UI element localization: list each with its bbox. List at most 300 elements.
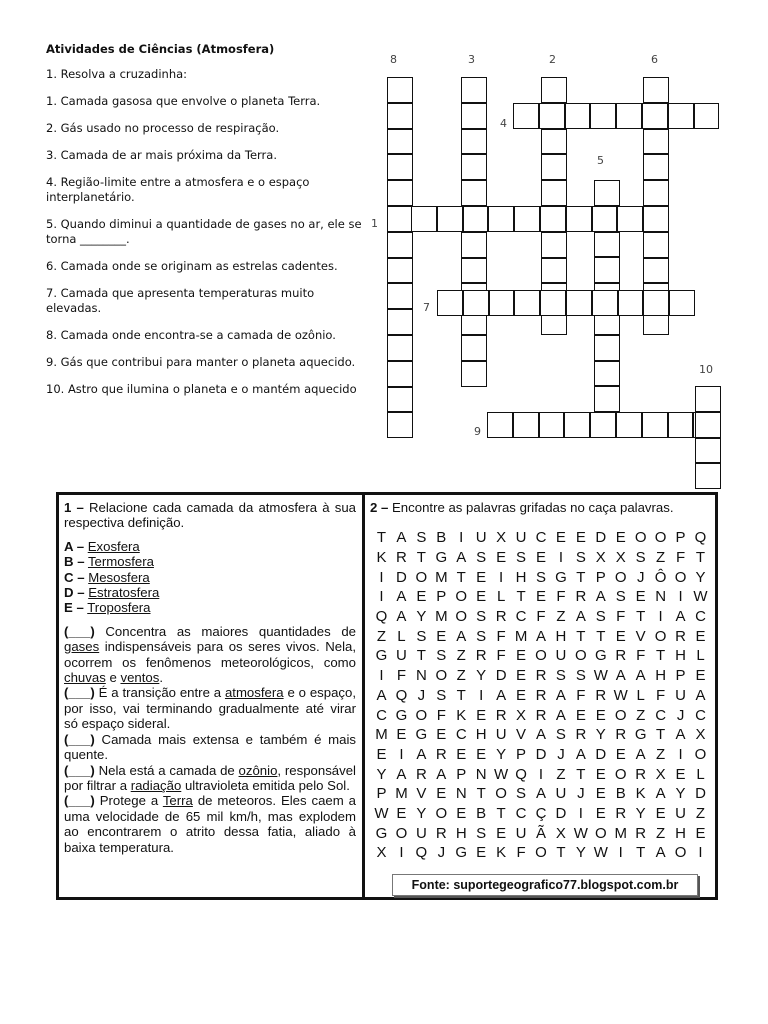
word-search-letter[interactable]: Z xyxy=(556,765,566,783)
crossword-cell-1[interactable] xyxy=(643,206,669,232)
word-search-letter[interactable]: T xyxy=(576,765,586,783)
word-search-letter[interactable]: Y xyxy=(476,667,487,685)
word-search-letter[interactable]: A xyxy=(396,529,407,547)
word-search-letter[interactable]: T xyxy=(416,549,426,567)
crossword-cell-1[interactable] xyxy=(566,206,592,232)
word-search-letter[interactable]: S xyxy=(555,667,566,685)
word-search-letter[interactable]: A xyxy=(436,765,447,783)
word-search-letter[interactable]: E xyxy=(396,804,407,822)
crossword-cell-5[interactable] xyxy=(594,361,620,387)
word-search-letter[interactable]: N xyxy=(415,667,427,685)
word-search-letter[interactable]: G xyxy=(415,726,428,744)
word-search-letter[interactable]: I xyxy=(379,568,384,586)
word-search-letter[interactable]: X xyxy=(555,824,566,842)
word-search-letter[interactable]: V xyxy=(516,726,527,744)
word-search-letter[interactable]: J xyxy=(417,686,426,704)
answer-blank[interactable]: (___) xyxy=(64,685,95,701)
word-search-letter[interactable]: X xyxy=(615,549,626,567)
word-search-letter[interactable]: S xyxy=(615,588,626,606)
word-search-letter[interactable]: R xyxy=(495,608,507,626)
word-search-letter[interactable]: W xyxy=(593,844,608,862)
crossword-cell-7[interactable] xyxy=(463,290,489,316)
word-search-letter[interactable]: F xyxy=(675,549,686,567)
crossword-cell-2[interactable] xyxy=(541,232,567,258)
word-search-letter[interactable]: I xyxy=(499,568,504,586)
crossword-cell-8[interactable] xyxy=(387,77,413,103)
word-search-letter[interactable]: S xyxy=(416,529,427,547)
word-search-letter[interactable]: A xyxy=(635,667,646,685)
word-search-letter[interactable]: U xyxy=(515,824,527,842)
word-search-letter[interactable]: F xyxy=(396,667,407,685)
crossword-cell-1[interactable] xyxy=(617,206,643,232)
crossword-cell-2[interactable] xyxy=(541,154,567,180)
word-search-letter[interactable]: O xyxy=(455,588,468,606)
word-search-letter[interactable]: O xyxy=(674,568,687,586)
word-search-letter[interactable]: Q xyxy=(694,529,707,547)
word-search-letter[interactable]: S xyxy=(555,726,566,744)
crossword-cell-8[interactable] xyxy=(387,129,413,155)
word-search-letter[interactable]: U xyxy=(675,804,686,822)
word-search-letter[interactable]: Z xyxy=(656,549,666,567)
word-search-letter[interactable]: W xyxy=(613,686,628,704)
word-search-letter[interactable]: X xyxy=(496,529,507,547)
word-search-letter[interactable]: O xyxy=(614,706,627,724)
word-search-letter[interactable]: U xyxy=(555,647,567,665)
crossword-cell-3[interactable] xyxy=(461,361,487,387)
crossword-cell-6[interactable] xyxy=(643,77,669,103)
word-search-letter[interactable]: A xyxy=(575,608,586,626)
crossword-cell-4[interactable] xyxy=(565,103,591,129)
word-search-letter[interactable]: T xyxy=(695,549,706,567)
word-search-letter[interactable]: O xyxy=(395,824,408,842)
word-search-letter[interactable]: J xyxy=(577,785,585,803)
word-search-letter[interactable]: U xyxy=(495,726,507,744)
word-search-letter[interactable]: E xyxy=(516,647,527,665)
word-search-letter[interactable]: I xyxy=(658,608,663,626)
word-search-letter[interactable]: M xyxy=(614,824,627,842)
crossword-cell-4[interactable] xyxy=(539,103,565,129)
word-search-letter[interactable]: T xyxy=(416,647,426,665)
word-search-letter[interactable]: W xyxy=(693,588,708,606)
word-search-letter[interactable]: D xyxy=(595,529,607,547)
word-search-letter[interactable]: C xyxy=(535,529,547,547)
crossword-cell-6[interactable] xyxy=(643,180,669,206)
word-search-letter[interactable]: M xyxy=(395,785,408,803)
word-search-letter[interactable]: P xyxy=(595,568,606,586)
crossword-cell-2[interactable] xyxy=(541,77,567,103)
word-search-letter[interactable]: E xyxy=(476,844,487,862)
word-search-letter[interactable]: A xyxy=(615,667,626,685)
word-search-letter[interactable]: Z xyxy=(636,706,646,724)
word-search-letter[interactable]: N xyxy=(455,785,467,803)
word-search-letter[interactable]: H xyxy=(455,824,467,842)
crossword-cell-5[interactable] xyxy=(594,335,620,361)
word-search-letter[interactable]: Q xyxy=(415,844,428,862)
word-search-letter[interactable]: O xyxy=(435,804,448,822)
word-search-letter[interactable]: P xyxy=(456,765,467,783)
word-search-letter[interactable]: G xyxy=(375,647,388,665)
word-search-letter[interactable]: C xyxy=(515,804,527,822)
word-search-letter[interactable]: G xyxy=(634,726,647,744)
word-search-letter[interactable]: D xyxy=(495,667,507,685)
word-search-letter[interactable]: T xyxy=(476,785,486,803)
word-search-letter[interactable]: S xyxy=(635,549,646,567)
word-search-letter[interactable]: I xyxy=(618,844,623,862)
word-search-letter[interactable]: R xyxy=(615,726,627,744)
word-search-letter[interactable]: I xyxy=(379,667,384,685)
word-search-letter[interactable]: R xyxy=(435,745,447,763)
word-search-letter[interactable]: F xyxy=(536,608,546,626)
word-search-letter[interactable]: E xyxy=(535,549,546,567)
word-search-letter[interactable]: E xyxy=(555,529,566,547)
word-search-letter[interactable]: Y xyxy=(595,726,606,744)
word-search-letter[interactable]: I xyxy=(678,588,683,606)
word-search-letter[interactable]: B xyxy=(436,529,447,547)
word-search-letter[interactable]: Z xyxy=(695,804,706,822)
crossword-cell-9[interactable] xyxy=(642,412,668,438)
crossword-cell-9[interactable] xyxy=(590,412,616,438)
word-search-letter[interactable]: T xyxy=(596,627,606,645)
word-search-letter[interactable]: S xyxy=(436,686,447,704)
word-search-letter[interactable]: E xyxy=(476,706,487,724)
word-search-letter[interactable]: E xyxy=(456,745,467,763)
word-search-letter[interactable]: O xyxy=(415,706,428,724)
answer-blank[interactable]: (___) xyxy=(64,623,95,639)
word-search-letter[interactable]: M xyxy=(514,627,528,645)
word-search-letter[interactable]: A xyxy=(456,627,467,645)
crossword-cell-5[interactable] xyxy=(594,232,620,258)
crossword-cell-6[interactable] xyxy=(643,129,669,155)
word-search-letter[interactable]: E xyxy=(376,745,387,763)
word-search-letter[interactable]: B xyxy=(615,785,626,803)
word-search-letter[interactable]: M xyxy=(435,608,448,626)
word-search-letter[interactable]: O xyxy=(415,568,428,586)
word-search-letter[interactable]: W xyxy=(494,765,509,783)
word-search-letter[interactable]: S xyxy=(476,608,487,626)
word-search-letter[interactable]: F xyxy=(656,686,666,704)
word-search-letter[interactable]: J xyxy=(636,568,645,586)
word-search-letter[interactable]: K xyxy=(456,706,467,724)
word-search-letter[interactable]: Y xyxy=(416,804,427,822)
word-search-letter[interactable]: O xyxy=(535,647,547,665)
word-search-letter[interactable]: K xyxy=(496,844,507,862)
word-search-letter[interactable]: P xyxy=(516,745,527,763)
crossword-cell-9[interactable] xyxy=(564,412,590,438)
word-search-letter[interactable]: A xyxy=(535,785,546,803)
word-search-letter[interactable]: H xyxy=(675,647,686,665)
word-search-letter[interactable]: I xyxy=(678,745,683,763)
word-search-letter[interactable]: X xyxy=(516,706,527,724)
word-search-letter[interactable]: D xyxy=(535,745,547,763)
word-search-letter[interactable]: H xyxy=(515,568,527,586)
word-search-letter[interactable]: I xyxy=(558,549,564,567)
word-search-letter[interactable]: E xyxy=(615,529,626,547)
word-search-letter[interactable]: C xyxy=(455,726,467,744)
word-search-letter[interactable]: E xyxy=(595,785,606,803)
word-search-letter[interactable]: A xyxy=(396,765,407,783)
word-search-letter[interactable]: G xyxy=(435,549,448,567)
crossword-cell-2[interactable] xyxy=(541,180,567,206)
word-search-letter[interactable]: A xyxy=(555,686,566,704)
word-search-letter[interactable]: S xyxy=(436,647,447,665)
word-search-letter[interactable]: T xyxy=(516,588,526,606)
word-search-letter[interactable]: A xyxy=(555,706,566,724)
word-search-letter[interactable]: I xyxy=(578,804,583,822)
word-search-letter[interactable]: E xyxy=(496,549,507,567)
word-search-letter[interactable]: L xyxy=(397,627,406,645)
word-search-letter[interactable]: C xyxy=(376,706,387,724)
word-search-letter[interactable]: F xyxy=(436,706,446,724)
word-search-letter[interactable]: E xyxy=(476,588,487,606)
word-search-letter[interactable]: A xyxy=(396,608,407,626)
word-search-letter[interactable]: T xyxy=(456,568,466,586)
word-search-letter[interactable]: D xyxy=(595,745,607,763)
word-search-letter[interactable]: H xyxy=(555,627,567,645)
word-search-letter[interactable]: O xyxy=(654,529,667,547)
word-search-letter[interactable]: X xyxy=(595,549,606,567)
crossword-cell-10[interactable] xyxy=(695,386,721,412)
word-search-letter[interactable]: F xyxy=(616,608,626,626)
crossword-cell-6[interactable] xyxy=(643,154,669,180)
crossword-cell-7[interactable] xyxy=(618,290,644,316)
word-search-letter[interactable]: D xyxy=(555,804,567,822)
word-search-letter[interactable]: T xyxy=(376,529,387,547)
word-search-letter[interactable]: D xyxy=(396,568,407,586)
word-search-letter[interactable]: N xyxy=(655,588,667,606)
word-search-letter[interactable]: A xyxy=(575,745,586,763)
crossword-cell-8[interactable] xyxy=(387,103,413,129)
word-search-letter[interactable]: B xyxy=(476,804,487,822)
word-search-letter[interactable]: P xyxy=(436,588,447,606)
word-search-letter[interactable]: G xyxy=(395,706,408,724)
crossword-cell-1[interactable] xyxy=(488,206,514,232)
word-search-letter[interactable]: O xyxy=(654,627,667,645)
crossword-cell-4[interactable] xyxy=(590,103,616,129)
word-search-letter[interactable]: T xyxy=(636,844,646,862)
word-search-letter[interactable]: O xyxy=(435,667,448,685)
crossword-cell-8[interactable] xyxy=(387,335,413,361)
word-search-letter[interactable]: W xyxy=(573,824,588,842)
word-search-letter[interactable]: E xyxy=(575,706,586,724)
word-search-letter[interactable]: E xyxy=(695,627,706,645)
word-search-letter[interactable]: J xyxy=(557,745,565,763)
word-search-letter[interactable]: T xyxy=(656,726,666,744)
word-search-letter[interactable]: P xyxy=(376,785,387,803)
word-search-letter[interactable]: Z xyxy=(656,745,666,763)
word-search-letter[interactable]: Z xyxy=(656,824,666,842)
word-search-letter[interactable]: E xyxy=(595,706,606,724)
word-search-letter[interactable]: E xyxy=(516,667,527,685)
word-search-letter[interactable]: Z xyxy=(556,608,566,626)
crossword-cell-8[interactable] xyxy=(387,309,413,335)
word-search-letter[interactable]: E xyxy=(595,804,606,822)
word-search-letter[interactable]: Ã xyxy=(535,824,546,842)
word-search-letter[interactable]: Q xyxy=(375,608,388,626)
word-search-letter[interactable]: A xyxy=(675,726,686,744)
word-search-letter[interactable]: R xyxy=(535,667,547,685)
word-search-letter[interactable]: U xyxy=(675,686,686,704)
word-search-letter[interactable]: O xyxy=(455,608,468,626)
word-search-letter[interactable]: R xyxy=(595,686,607,704)
word-search-letter[interactable]: F xyxy=(496,627,506,645)
word-search-letter[interactable]: S xyxy=(416,627,427,645)
crossword-cell-8[interactable] xyxy=(387,154,413,180)
word-search-letter[interactable]: I xyxy=(399,745,404,763)
word-search-letter[interactable]: Z xyxy=(376,627,387,645)
word-search-letter[interactable]: E xyxy=(695,824,706,842)
word-search-letter[interactable]: E xyxy=(436,726,447,744)
word-search-letter[interactable]: P xyxy=(675,529,686,547)
word-search-letter[interactable]: U xyxy=(475,529,487,547)
crossword-cell-2[interactable] xyxy=(541,258,567,284)
word-search-letter[interactable]: R xyxy=(575,726,587,744)
word-search-letter[interactable]: A xyxy=(695,686,706,704)
crossword-cell-5[interactable] xyxy=(594,180,620,206)
word-search-letter[interactable]: W xyxy=(593,667,608,685)
word-search-letter[interactable]: O xyxy=(614,568,627,586)
word-search-letter[interactable]: S xyxy=(575,667,586,685)
crossword-cell-1[interactable] xyxy=(463,206,489,232)
crossword-cell-7[interactable] xyxy=(514,290,540,316)
crossword-cell-8[interactable] xyxy=(387,361,413,387)
word-search-letter[interactable]: A xyxy=(456,549,467,567)
word-search-letter[interactable]: G xyxy=(455,844,468,862)
word-search-letter[interactable]: F xyxy=(496,647,506,665)
word-search-letter[interactable]: G xyxy=(375,824,388,842)
word-search-letter[interactable]: H xyxy=(675,824,686,842)
word-search-letter[interactable]: E xyxy=(615,627,626,645)
answer-blank[interactable]: (___) xyxy=(64,731,95,747)
word-search-letter[interactable]: A xyxy=(675,608,686,626)
word-search-letter[interactable]: S xyxy=(575,549,586,567)
crossword-cell-9[interactable] xyxy=(539,412,565,438)
word-search-letter[interactable]: T xyxy=(656,647,666,665)
word-search-letter[interactable]: A xyxy=(655,844,666,862)
word-search-letter[interactable]: R xyxy=(495,706,507,724)
word-search-letter[interactable]: F xyxy=(576,686,586,704)
crossword-cell-5[interactable] xyxy=(594,257,620,283)
word-search-letter[interactable]: G xyxy=(594,647,607,665)
crossword-cell-4[interactable] xyxy=(513,103,539,129)
crossword-cell-7[interactable] xyxy=(489,290,515,316)
word-search-letter[interactable]: A xyxy=(496,686,507,704)
word-search-letter[interactable]: E xyxy=(476,568,487,586)
word-search-letter[interactable]: O xyxy=(575,647,587,665)
word-search-letter[interactable]: E xyxy=(615,745,626,763)
word-search-letter[interactable]: A xyxy=(655,785,666,803)
word-search-letter[interactable]: O xyxy=(535,844,547,862)
word-search-letter[interactable]: J xyxy=(437,844,446,862)
word-search-letter[interactable]: L xyxy=(696,765,705,783)
word-search-letter[interactable]: Ç xyxy=(535,804,547,822)
word-search-letter[interactable]: X xyxy=(655,765,666,783)
word-search-letter[interactable]: E xyxy=(695,667,706,685)
crossword-cell-8[interactable] xyxy=(387,258,413,284)
word-search-letter[interactable]: L xyxy=(496,588,506,606)
crossword-cell-3[interactable] xyxy=(461,77,487,103)
word-search-letter[interactable]: W xyxy=(374,804,389,822)
crossword-cell-4[interactable] xyxy=(642,103,668,129)
crossword-cell-3[interactable] xyxy=(461,129,487,155)
word-search-letter[interactable]: I xyxy=(538,765,544,783)
word-search-letter[interactable]: R xyxy=(675,627,686,645)
word-search-letter[interactable]: X xyxy=(376,844,387,862)
word-search-letter[interactable]: S xyxy=(535,568,546,586)
word-search-letter[interactable]: M xyxy=(375,726,388,744)
word-search-letter[interactable]: K xyxy=(376,549,387,567)
crossword-cell-3[interactable] xyxy=(461,103,487,129)
word-search-letter[interactable]: Z xyxy=(456,667,466,685)
crossword-cell-3[interactable] xyxy=(461,180,487,206)
word-search-letter[interactable]: O xyxy=(614,765,627,783)
crossword-cell-3[interactable] xyxy=(461,335,487,361)
crossword-cell-3[interactable] xyxy=(461,258,487,284)
crossword-cell-1[interactable] xyxy=(592,206,618,232)
word-search-letter[interactable]: R xyxy=(396,549,407,567)
word-search-letter[interactable]: S xyxy=(476,824,487,842)
crossword-cell-4[interactable] xyxy=(694,103,720,129)
word-search-letter[interactable]: E xyxy=(635,588,646,606)
word-search-letter[interactable]: Y xyxy=(376,765,387,783)
word-search-letter[interactable]: S xyxy=(476,549,487,567)
word-search-letter[interactable]: F xyxy=(556,588,566,606)
crossword-cell-4[interactable] xyxy=(616,103,642,129)
word-search-letter[interactable]: F xyxy=(516,844,526,862)
word-search-letter[interactable]: U xyxy=(396,647,407,665)
word-search-letter[interactable]: I xyxy=(479,686,484,704)
word-search-letter[interactable]: E xyxy=(436,785,447,803)
word-search-letter[interactable]: A xyxy=(416,745,427,763)
word-search-letter[interactable]: G xyxy=(555,568,567,586)
word-search-letter[interactable]: A xyxy=(396,588,407,606)
word-search-letter[interactable]: Y xyxy=(695,568,706,586)
word-search-letter[interactable]: R xyxy=(635,765,647,783)
word-search-letter[interactable]: L xyxy=(696,647,705,665)
word-search-letter[interactable]: R xyxy=(635,824,647,842)
crossword-cell-6[interactable] xyxy=(643,258,669,284)
crossword-cell-8[interactable] xyxy=(387,232,413,258)
word-search-letter[interactable]: J xyxy=(676,706,685,724)
crossword-cell-4[interactable] xyxy=(668,103,694,129)
crossword-cell-3[interactable] xyxy=(461,232,487,258)
word-search-letter[interactable]: R xyxy=(615,647,627,665)
crossword-cell-9[interactable] xyxy=(513,412,539,438)
word-search-letter[interactable]: D xyxy=(695,785,706,803)
crossword-cell-8[interactable] xyxy=(387,283,413,309)
crossword-cell-8[interactable] xyxy=(387,180,413,206)
word-search-letter[interactable]: Q xyxy=(515,765,527,783)
word-search-letter[interactable]: V xyxy=(635,627,646,645)
word-search-letter[interactable]: I xyxy=(698,844,703,862)
word-search-letter[interactable]: E xyxy=(575,529,586,547)
word-search-letter[interactable]: S xyxy=(476,627,487,645)
crossword-cell-10[interactable] xyxy=(695,412,721,438)
word-search-letter[interactable]: O xyxy=(634,529,647,547)
crossword-cell-7[interactable] xyxy=(643,290,669,316)
word-search-letter[interactable]: E xyxy=(436,627,447,645)
word-search-letter[interactable]: O xyxy=(495,785,507,803)
crossword-cell-1[interactable] xyxy=(540,206,566,232)
word-search-letter[interactable]: E xyxy=(416,588,427,606)
word-search-letter[interactable]: Q xyxy=(395,686,408,704)
word-search-letter[interactable]: E xyxy=(595,765,606,783)
crossword-cell-6[interactable] xyxy=(643,232,669,258)
word-search-letter[interactable]: A xyxy=(535,627,546,645)
answer-blank[interactable]: (___) xyxy=(64,793,95,809)
word-search-letter[interactable]: U xyxy=(515,529,527,547)
crossword-cell-7[interactable] xyxy=(592,290,618,316)
word-search-letter[interactable]: Y xyxy=(575,844,586,862)
